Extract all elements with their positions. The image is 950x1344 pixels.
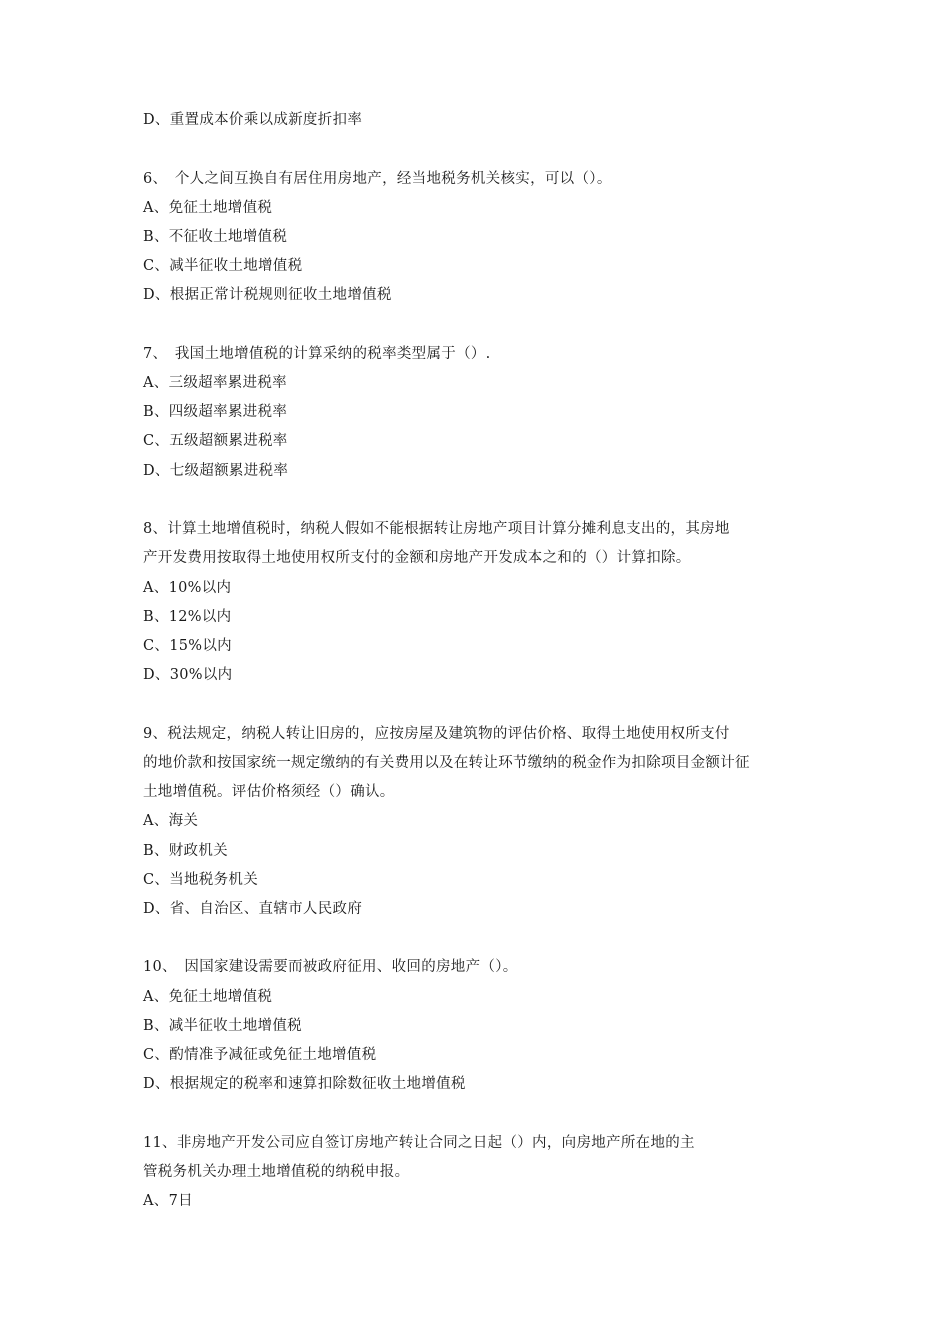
option-d: D、省、自治区、直辖市人民政府 [143,900,363,917]
question-stem-line: 11、非房地产开发公司应自签订房地产转让合同之日起（）内，向房地产所在地的主 [143,1134,695,1151]
question-10 [143,953,823,1099]
spacer [143,1099,823,1128]
spacer [143,135,823,164]
option-c: C、减半征收土地增值税 [143,258,303,275]
spacer [143,924,823,953]
spacer [143,690,823,719]
question-8 [143,515,823,690]
option-d: D、根据正常计税规则征收土地增值税 [143,287,392,304]
question-stem-line: 的地价款和按国家统一规定缴纳的有关费用以及在转让环节缴纳的税金作为扣除项目金额计征 [143,754,750,771]
question-7 [143,340,823,486]
option-a: A、三级超率累进税率 [143,375,287,392]
question-stem-line: 土地增值税。评估价格须经（）确认。 [143,784,395,801]
option-a: A、海关 [143,813,199,830]
question-stem-line: 产开发费用按取得土地使用权所支付的金额和房地产开发成本之和的（）计算扣除。 [143,550,691,567]
option-a: A、10%以内 [143,579,232,596]
question-stem-line: 8、计算土地增值税时，纳税人假如不能根据转让房地产项目计算分摊利息支出的，其房地 [143,521,730,538]
option-a: A、7日 [143,1193,193,1210]
option-a: A、免征土地增值税 [143,988,273,1005]
question-11 [143,1129,823,1217]
option-b: B、不征收土地增值税 [143,228,288,245]
question-stem-line: 7、 我国土地增值税的计算采纳的税率类型属于（）. [143,345,491,362]
question-stem-line: 9、税法规定，纳税人转让旧房的，应按房屋及建筑物的评估价格、取得土地使用权所支付 [143,725,730,742]
question-stem-line: 管税务机关办理土地增值税的纳税申报。 [143,1163,410,1180]
option-d: D、七级超额累进税率 [143,462,289,479]
option-c: C、当地税务机关 [143,871,258,888]
option-c: C、15%以内 [143,637,232,654]
option-a: A、免征土地增值税 [143,199,273,216]
document-page [143,106,823,1216]
option-b: B、财政机关 [143,842,228,859]
option-b: B、四级超率累进税率 [143,404,288,421]
question-stem-line: 6、 个人之间互换自有居住用房地产，经当地税务机关核实，可以（）。 [143,170,612,187]
option-d-previous: D、重置成本价乘以成新度折扣率 [143,112,363,128]
question-stem-line: 10、 因国家建设需要而被政府征用、收回的房地产（）。 [143,959,518,976]
question-6 [143,165,823,311]
spacer [143,486,823,515]
option-b: B、12%以内 [143,608,232,625]
option-c: C、五级超额累进税率 [143,433,288,450]
option-d: D、根据规定的税率和速算扣除数征收土地增值税 [143,1076,466,1093]
option-c: C、酌情准予减征或免征土地增值税 [143,1047,377,1064]
question-9 [143,720,823,924]
option-b: B、减半征收土地增值税 [143,1017,302,1034]
option-d: D、30%以内 [143,667,233,684]
spacer [143,311,823,340]
